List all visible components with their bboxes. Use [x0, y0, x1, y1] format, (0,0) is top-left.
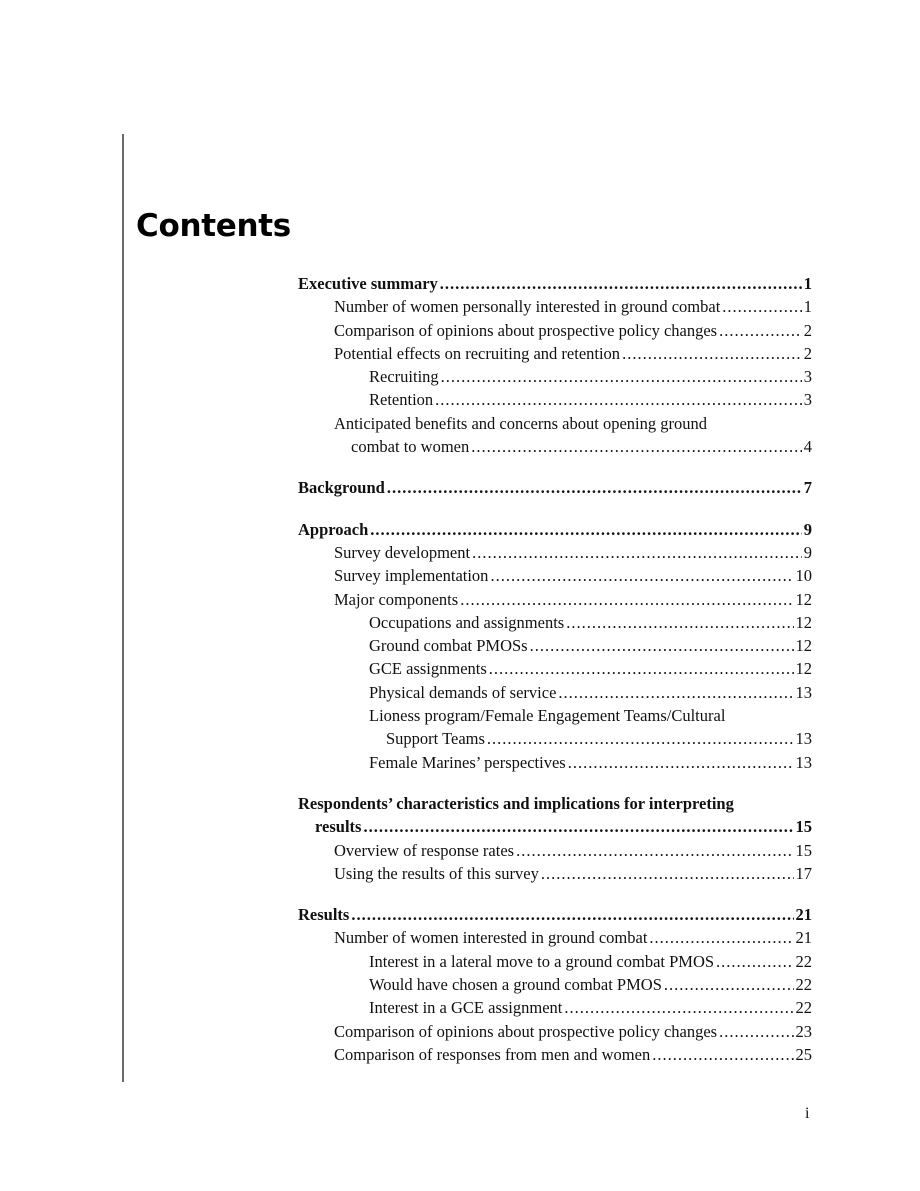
toc-entry-text: Potential effects on recruiting and retention [334, 343, 621, 363]
toc-leader [622, 342, 802, 365]
toc-entry[interactable] [298, 926, 812, 949]
page-title: Contents [136, 208, 291, 244]
toc-leader [652, 1043, 793, 1066]
toc-entry-text: Survey development [334, 542, 471, 562]
toc-entry-text: Major components [334, 589, 459, 609]
toc-entry-text: Comparison of opinions about prospective policy changes [334, 1021, 718, 1041]
toc-leader [722, 295, 801, 318]
toc-page-number: 15 [795, 840, 812, 860]
toc-entry-text: Recruiting [369, 367, 439, 387]
toc-entry-first-line[interactable]: Anticipated benefits and concerns about opening ground [334, 413, 707, 433]
toc-leader [489, 657, 794, 680]
toc-page-number: 10 [795, 566, 812, 586]
toc-page-number: 13 [795, 729, 812, 749]
section-gap [298, 774, 812, 792]
toc-entry[interactable] [298, 1020, 812, 1043]
toc-page-number: 7 [803, 478, 812, 498]
toc-entry-text: Using the results of this survey [334, 863, 539, 883]
toc-leader [351, 903, 793, 926]
toc-leader [568, 751, 794, 774]
toc-page-number: 21 [795, 905, 812, 925]
toc-leader [387, 476, 802, 499]
toc-entry[interactable] [298, 295, 812, 318]
toc-entry[interactable] [298, 751, 812, 774]
toc-entry-text: Occupations and assignments [369, 612, 565, 632]
toc-entry[interactable] [298, 272, 812, 295]
toc-entry-text: GCE assignments [369, 659, 487, 679]
section-gap [298, 458, 812, 476]
toc-entry-text: Interest in a GCE assignment [369, 998, 563, 1018]
toc-page-number: 9 [803, 542, 812, 562]
toc-entry[interactable] [298, 973, 812, 996]
margin-rule [122, 134, 124, 1082]
toc-entry-text: Overview of response rates [334, 840, 515, 860]
toc-entry[interactable] [298, 388, 812, 411]
toc-leader [719, 319, 802, 342]
toc-entry-text: combat to women [351, 437, 470, 457]
toc-entry[interactable] [298, 564, 812, 587]
toc-entry-text: results [315, 817, 362, 837]
toc-entry-text: Comparison of opinions about prospective policy changes [334, 320, 718, 340]
toc-entry-text: Background [298, 478, 385, 498]
toc-leader [716, 950, 793, 973]
toc-leader [564, 996, 793, 1019]
toc-leader [487, 727, 794, 750]
toc-page-number: 17 [795, 863, 812, 883]
toc-page-number: 25 [795, 1044, 812, 1064]
toc-entry-text: Support Teams [386, 729, 485, 749]
toc-entry[interactable] [298, 950, 812, 973]
toc-entry[interactable] [298, 862, 812, 885]
toc-page-number: 12 [795, 589, 812, 609]
toc-entry-first-line[interactable]: Respondents’ characteristics and implications for interpreting [298, 793, 734, 813]
toc-entry[interactable] [298, 518, 812, 541]
toc-entry[interactable] [298, 1043, 812, 1066]
table-of-contents [298, 272, 812, 1066]
toc-page-number: 21 [795, 928, 812, 948]
toc-entry-text: Approach [298, 519, 369, 539]
toc-page-number: 13 [795, 752, 812, 772]
toc-page-number: 2 [803, 320, 812, 340]
toc-page-number: 13 [795, 682, 812, 702]
toc-leader [516, 839, 793, 862]
toc-leader [435, 388, 802, 411]
toc-leader [441, 365, 802, 388]
toc-entry-text: Retention [369, 390, 434, 410]
toc-entry[interactable] [298, 903, 812, 926]
toc-entry[interactable] [298, 476, 812, 499]
page-number: i [805, 1105, 810, 1122]
toc-entry[interactable] [298, 657, 812, 680]
toc-page-number: 22 [795, 975, 812, 995]
toc-entry-text: Ground combat PMOSs [369, 636, 528, 656]
toc-page-number: 4 [803, 437, 812, 457]
toc-entry[interactable] [298, 815, 812, 838]
toc-page-number: 9 [803, 519, 812, 539]
toc-leader [558, 681, 793, 704]
toc-entry-first-line[interactable]: Lioness program/Female Engagement Teams/Cultural [369, 706, 726, 726]
toc-leader [719, 1020, 793, 1043]
toc-entry-text: Results [298, 905, 350, 925]
toc-entry[interactable] [298, 839, 812, 862]
toc-entry-text: Interest in a lateral move to a ground combat PMOS [369, 951, 715, 971]
toc-entry[interactable] [298, 634, 812, 657]
toc-page-number: 3 [803, 390, 812, 410]
toc-leader [460, 588, 793, 611]
toc-leader [490, 564, 793, 587]
toc-entry[interactable] [298, 681, 812, 704]
toc-leader [664, 973, 794, 996]
toc-leader [363, 815, 793, 838]
toc-entry[interactable] [298, 727, 812, 750]
toc-page-number: 1 [803, 274, 812, 293]
toc-entry[interactable] [298, 319, 812, 342]
toc-page-number: 1 [803, 297, 812, 317]
toc-leader [541, 862, 794, 885]
toc-entry-text: Female Marines’ perspectives [369, 752, 566, 772]
toc-entry-text: Physical demands of service [369, 682, 557, 702]
toc-entry-text: Comparison of responses from men and women [334, 1044, 651, 1064]
toc-page-number: 2 [803, 343, 812, 363]
toc-entry-text: Would have chosen a ground combat PMOS [369, 975, 662, 995]
toc-entry[interactable] [298, 588, 812, 611]
toc-entry[interactable] [298, 342, 812, 365]
toc-page-number: 22 [795, 951, 812, 971]
toc-page-number: 12 [795, 612, 812, 632]
toc-leader [566, 611, 793, 634]
section-gap [298, 500, 812, 518]
section-gap [298, 885, 812, 903]
toc-page-number: 15 [795, 817, 812, 837]
toc-page-number: 12 [795, 636, 812, 656]
toc-entry[interactable] [298, 435, 812, 458]
toc-page-number: 3 [803, 367, 812, 387]
toc-entry[interactable] [298, 611, 812, 634]
toc-entry-text: Number of women interested in ground combat [334, 928, 648, 948]
toc-entry[interactable] [298, 365, 812, 388]
toc-page-number: 23 [795, 1021, 812, 1041]
toc-page-number: 12 [795, 659, 812, 679]
toc-entry[interactable] [298, 996, 812, 1019]
toc-entry-text: Survey implementation [334, 566, 489, 586]
toc-leader [471, 435, 802, 458]
toc-leader [472, 541, 802, 564]
toc-entry-text: Number of women personally interested in ground combat [334, 297, 721, 317]
toc-leader [370, 518, 801, 541]
toc-leader [440, 272, 802, 295]
toc-leader [649, 926, 793, 949]
toc-page-number: 22 [795, 998, 812, 1018]
toc-entry[interactable] [298, 541, 812, 564]
toc-leader [530, 634, 794, 657]
toc-entry-text: Executive summary [298, 274, 438, 293]
